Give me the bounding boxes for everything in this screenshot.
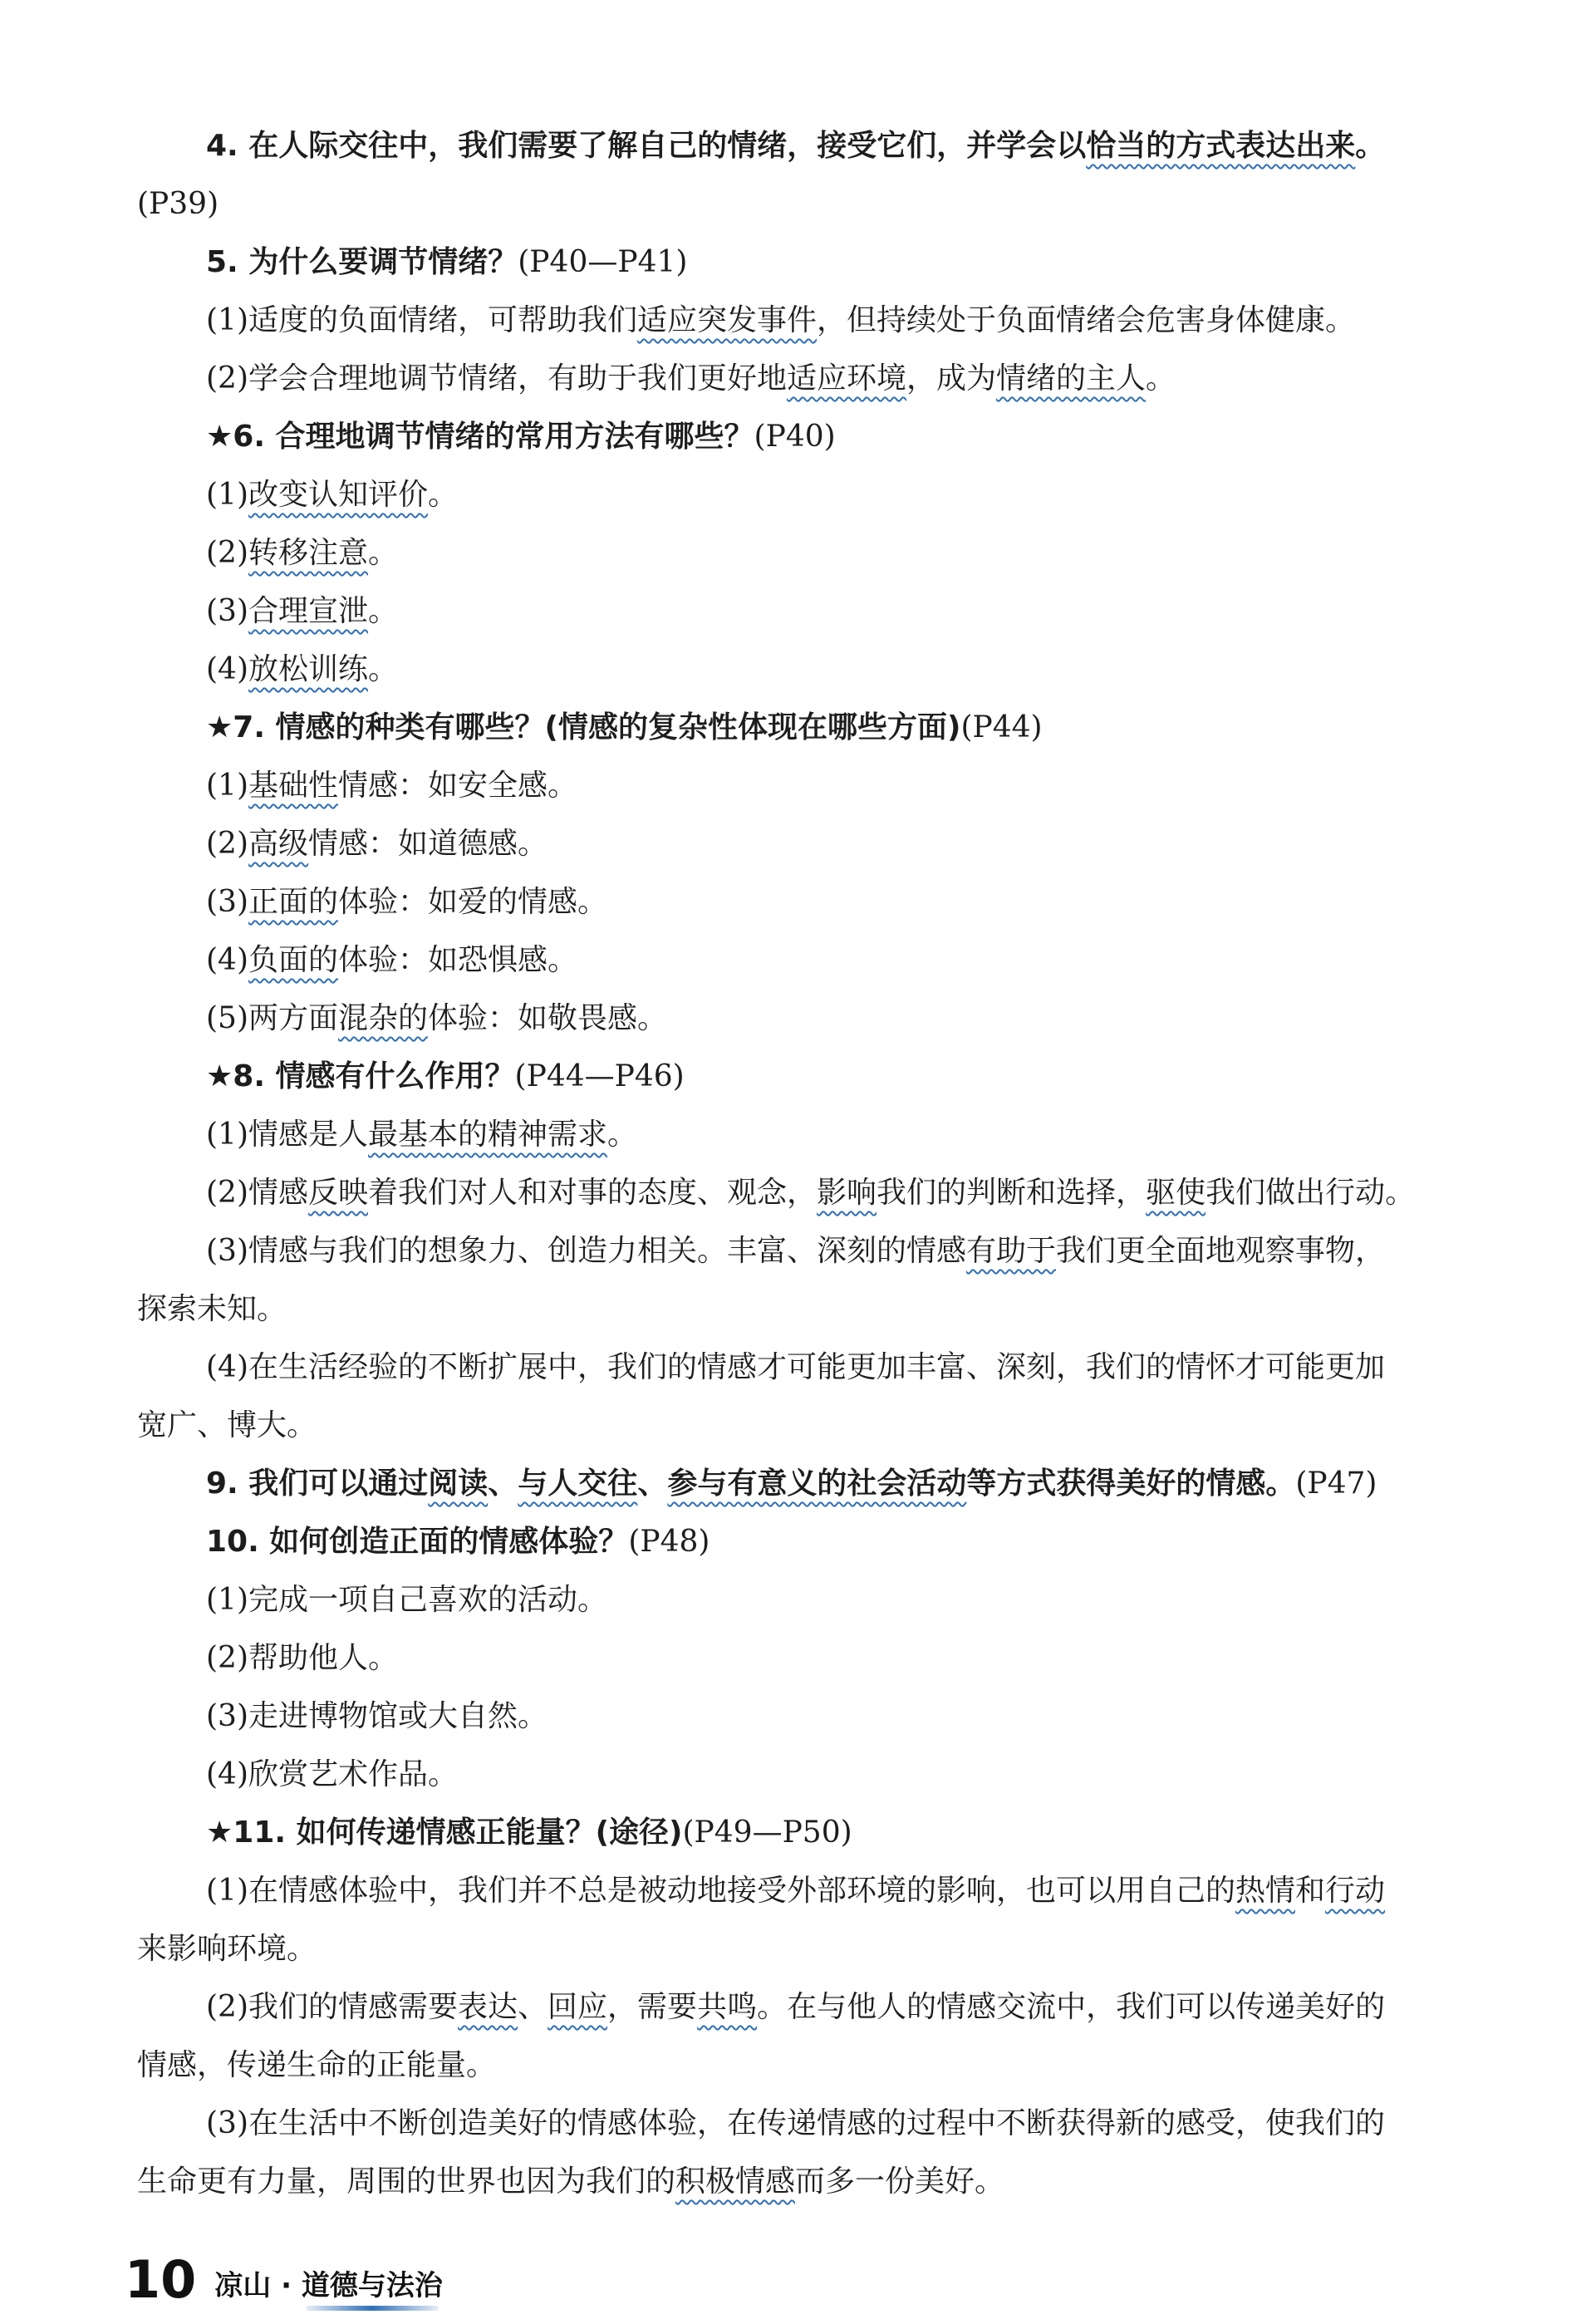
- text-line: [0, 648, 1591, 691]
- text-line: [0, 1695, 1591, 1738]
- text-line: [0, 939, 1591, 982]
- key-phrase: 表达: [458, 1990, 518, 2024]
- key-phrase: 恰当的方式表达出来: [1086, 129, 1356, 163]
- text-segment: 、: [637, 1467, 668, 1501]
- key-phrase: 基础性: [248, 769, 339, 803]
- text-segment: (1)在情感体验中，我们并不总是被动地接受外部环境的影响，也可以用自己的: [206, 1874, 1235, 1908]
- key-phrase: 共鸣: [697, 1990, 758, 2024]
- text-line: [0, 590, 1591, 633]
- key-phrase: 影响: [817, 1176, 877, 1210]
- text-segment: (4): [206, 652, 248, 686]
- text-segment: 我们的判断和选择，: [877, 1176, 1147, 1210]
- key-phrase: 参与有意义的社会活动: [667, 1467, 967, 1501]
- text-segment: (5)两方面: [206, 1001, 338, 1035]
- key-phrase: 热情: [1235, 1874, 1296, 1908]
- text-segment: (4)在生活经验的不断扩展中，我们的情感才可能更加丰富、深刻，我们的情怀才可能更加: [206, 1350, 1385, 1384]
- text-segment: 。: [1355, 129, 1386, 163]
- key-phrase: 混杂的: [338, 1001, 429, 1035]
- key-phrase: 反映: [308, 1176, 369, 1210]
- text-segment: 情感：如安全感。: [338, 769, 578, 803]
- key-phrase: 最基本的精神需求: [368, 1118, 608, 1152]
- text-segment: 。: [428, 478, 459, 512]
- text-segment: 。: [1146, 361, 1176, 396]
- text-segment: ，成为: [906, 361, 997, 396]
- text-segment: (3)情感与我们的想象力、创造力相关。丰富、深刻的情感: [206, 1234, 966, 1268]
- text-segment: (3): [206, 885, 248, 919]
- text-line: [0, 823, 1591, 866]
- text-segment: 。: [368, 652, 399, 686]
- text-line: [0, 1172, 1591, 1215]
- text-line: [0, 764, 1591, 808]
- text-line: [0, 1346, 1591, 1389]
- text-line: [0, 1113, 1591, 1157]
- text-segment: 、: [488, 1467, 518, 1501]
- text-line: [0, 1753, 1591, 1796]
- text-segment: ★8. 情感有什么作用？: [206, 1059, 515, 1093]
- text-line: [0, 183, 1591, 226]
- text-segment: 我们做出行动。: [1206, 1176, 1416, 1210]
- question-line: [0, 1521, 1591, 1564]
- key-phrase: 合理宣泄: [248, 594, 369, 628]
- key-phrase: 与人交往: [518, 1467, 638, 1501]
- text-segment: 体验：如恐惧感。: [338, 943, 578, 977]
- text-line: [0, 2044, 1591, 2087]
- text-segment: 体验：如爱的情感。: [338, 885, 608, 919]
- text-line: [0, 299, 1591, 342]
- page-reference: (P49—P50): [682, 1815, 852, 1850]
- page-reference: (P40): [754, 420, 836, 454]
- key-phrase: 回应: [548, 1990, 608, 2024]
- text-segment: 我们更全面地观察事物，: [1056, 1234, 1386, 1268]
- text-segment: 。: [368, 536, 399, 570]
- key-phrase: 适应环境: [787, 361, 907, 396]
- text-segment: 而多一份美好。: [795, 2164, 1005, 2199]
- text-line: [0, 1404, 1591, 1447]
- text-segment: (1): [206, 769, 248, 803]
- text-segment: 。: [368, 594, 399, 628]
- text-segment: (2)学会合理地调节情绪，有助于我们更好地: [206, 361, 787, 396]
- text-line: [0, 474, 1591, 517]
- text-line: [0, 532, 1591, 575]
- page-footer: [125, 2248, 443, 2310]
- key-phrase: 积极情感: [675, 2164, 796, 2199]
- text-segment: ★7. 情感的种类有哪些？(情感的复杂性体现在哪些方面): [206, 710, 961, 744]
- text-segment: (3)在生活中不断创造美好的情感体验，在传递情感的过程中不断获得新的感受，使我们的: [206, 2106, 1385, 2140]
- text-segment: (2)我们的情感需要: [206, 1990, 458, 2024]
- text-segment: 情感，传递生命的正能量。: [137, 2048, 497, 2082]
- text-segment: ，但持续处于负面情绪会危害身体健康。: [817, 303, 1356, 337]
- page-reference: (P48): [628, 1525, 710, 1559]
- text-line: [0, 1579, 1591, 1622]
- text-segment: 。: [607, 1118, 638, 1152]
- question-line: [0, 125, 1591, 168]
- text-line: [0, 1928, 1591, 1971]
- publication-title-text: 凉山 · 道德与法治: [214, 2269, 443, 2302]
- text-line: [0, 1288, 1591, 1331]
- question-line: [0, 1055, 1591, 1098]
- key-phrase: 有助于: [966, 1234, 1057, 1268]
- page-reference: (P44—P46): [514, 1059, 685, 1093]
- key-phrase: 阅读: [428, 1467, 489, 1501]
- text-segment: (3): [206, 594, 248, 628]
- key-phrase: 正面的: [248, 885, 339, 919]
- text-line: [0, 2160, 1591, 2204]
- publication-title: [214, 2269, 443, 2302]
- text-line: [0, 997, 1591, 1040]
- page-reference: (P40—P41): [518, 245, 688, 279]
- text-segment: 生命更有力量，周围的世界也因为我们的: [137, 2164, 676, 2199]
- question-line: [0, 1462, 1591, 1506]
- text-segment: 来影响环境。: [137, 1932, 317, 1966]
- key-phrase: 情绪的主人: [996, 361, 1147, 396]
- text-segment: ，需要: [607, 1990, 698, 2024]
- question-line: [0, 415, 1591, 459]
- text-segment: ★6. 合理地调节情绪的常用方法有哪些？: [206, 420, 754, 454]
- text-segment: ★11. 如何传递情感正能量？(途径): [206, 1815, 683, 1850]
- text-segment: 4. 在人际交往中，我们需要了解自己的情绪，接受它们，并学会以: [206, 129, 1087, 163]
- title-accent-bar: [306, 2306, 439, 2311]
- key-phrase: 适应突发事件: [637, 303, 818, 337]
- text-line: [0, 1870, 1591, 1913]
- text-segment: (4): [206, 943, 248, 977]
- text-segment: 10. 如何创造正面的情感体验？: [206, 1525, 629, 1559]
- text-segment: 体验：如敬畏感。: [428, 1001, 668, 1035]
- text-segment: (2)帮助他人。: [206, 1641, 398, 1675]
- text-line: [0, 881, 1591, 924]
- key-phrase: 改变认知评价: [248, 478, 429, 512]
- text-segment: (1)适度的负面情绪，可帮助我们: [206, 303, 637, 337]
- text-segment: 、: [518, 1990, 548, 2024]
- text-segment: 等方式获得美好的情感。: [966, 1467, 1296, 1501]
- text-line: [0, 1230, 1591, 1273]
- text-segment: 和: [1295, 1874, 1326, 1908]
- page-number: 10: [125, 2249, 197, 2310]
- text-segment: (2)情感: [206, 1176, 308, 1210]
- key-phrase: 放松训练: [248, 652, 369, 686]
- text-segment: 5. 为什么要调节情绪？: [206, 245, 518, 279]
- text-segment: (2): [206, 536, 248, 570]
- question-line: [0, 706, 1591, 749]
- key-phrase: 负面的: [248, 943, 339, 977]
- text-segment: (3)走进博物馆或大自然。: [206, 1699, 548, 1733]
- text-segment: 9. 我们可以通过: [206, 1467, 429, 1501]
- key-phrase: 行动: [1325, 1874, 1386, 1908]
- text-segment: (1)情感是人: [206, 1118, 368, 1152]
- text-segment: (P39): [137, 187, 219, 221]
- text-segment: (1): [206, 478, 248, 512]
- key-phrase: 高级: [248, 827, 309, 861]
- text-line: [0, 357, 1591, 400]
- text-segment: (2): [206, 827, 248, 861]
- question-line: [0, 1811, 1591, 1855]
- question-line: [0, 241, 1591, 284]
- text-segment: 着我们对人和对事的态度、观念，: [368, 1176, 818, 1210]
- text-line: [0, 1986, 1591, 2029]
- text-segment: 探索未知。: [137, 1292, 287, 1326]
- text-segment: 宽广、博大。: [137, 1408, 317, 1442]
- text-segment: (1)完成一项自己喜欢的活动。: [206, 1583, 607, 1617]
- text-segment: 。在与他人的情感交流中，我们可以传递美好的: [757, 1990, 1386, 2024]
- text-line: [0, 2102, 1591, 2145]
- key-phrase: 驱使: [1146, 1176, 1206, 1210]
- text-line: [0, 1637, 1591, 1680]
- text-segment: 情感：如道德感。: [308, 827, 548, 861]
- page-reference: (P44): [960, 710, 1043, 744]
- text-segment: (4)欣赏艺术作品。: [206, 1757, 458, 1791]
- page-reference: (P47): [1295, 1467, 1377, 1501]
- key-phrase: 转移注意: [248, 536, 369, 570]
